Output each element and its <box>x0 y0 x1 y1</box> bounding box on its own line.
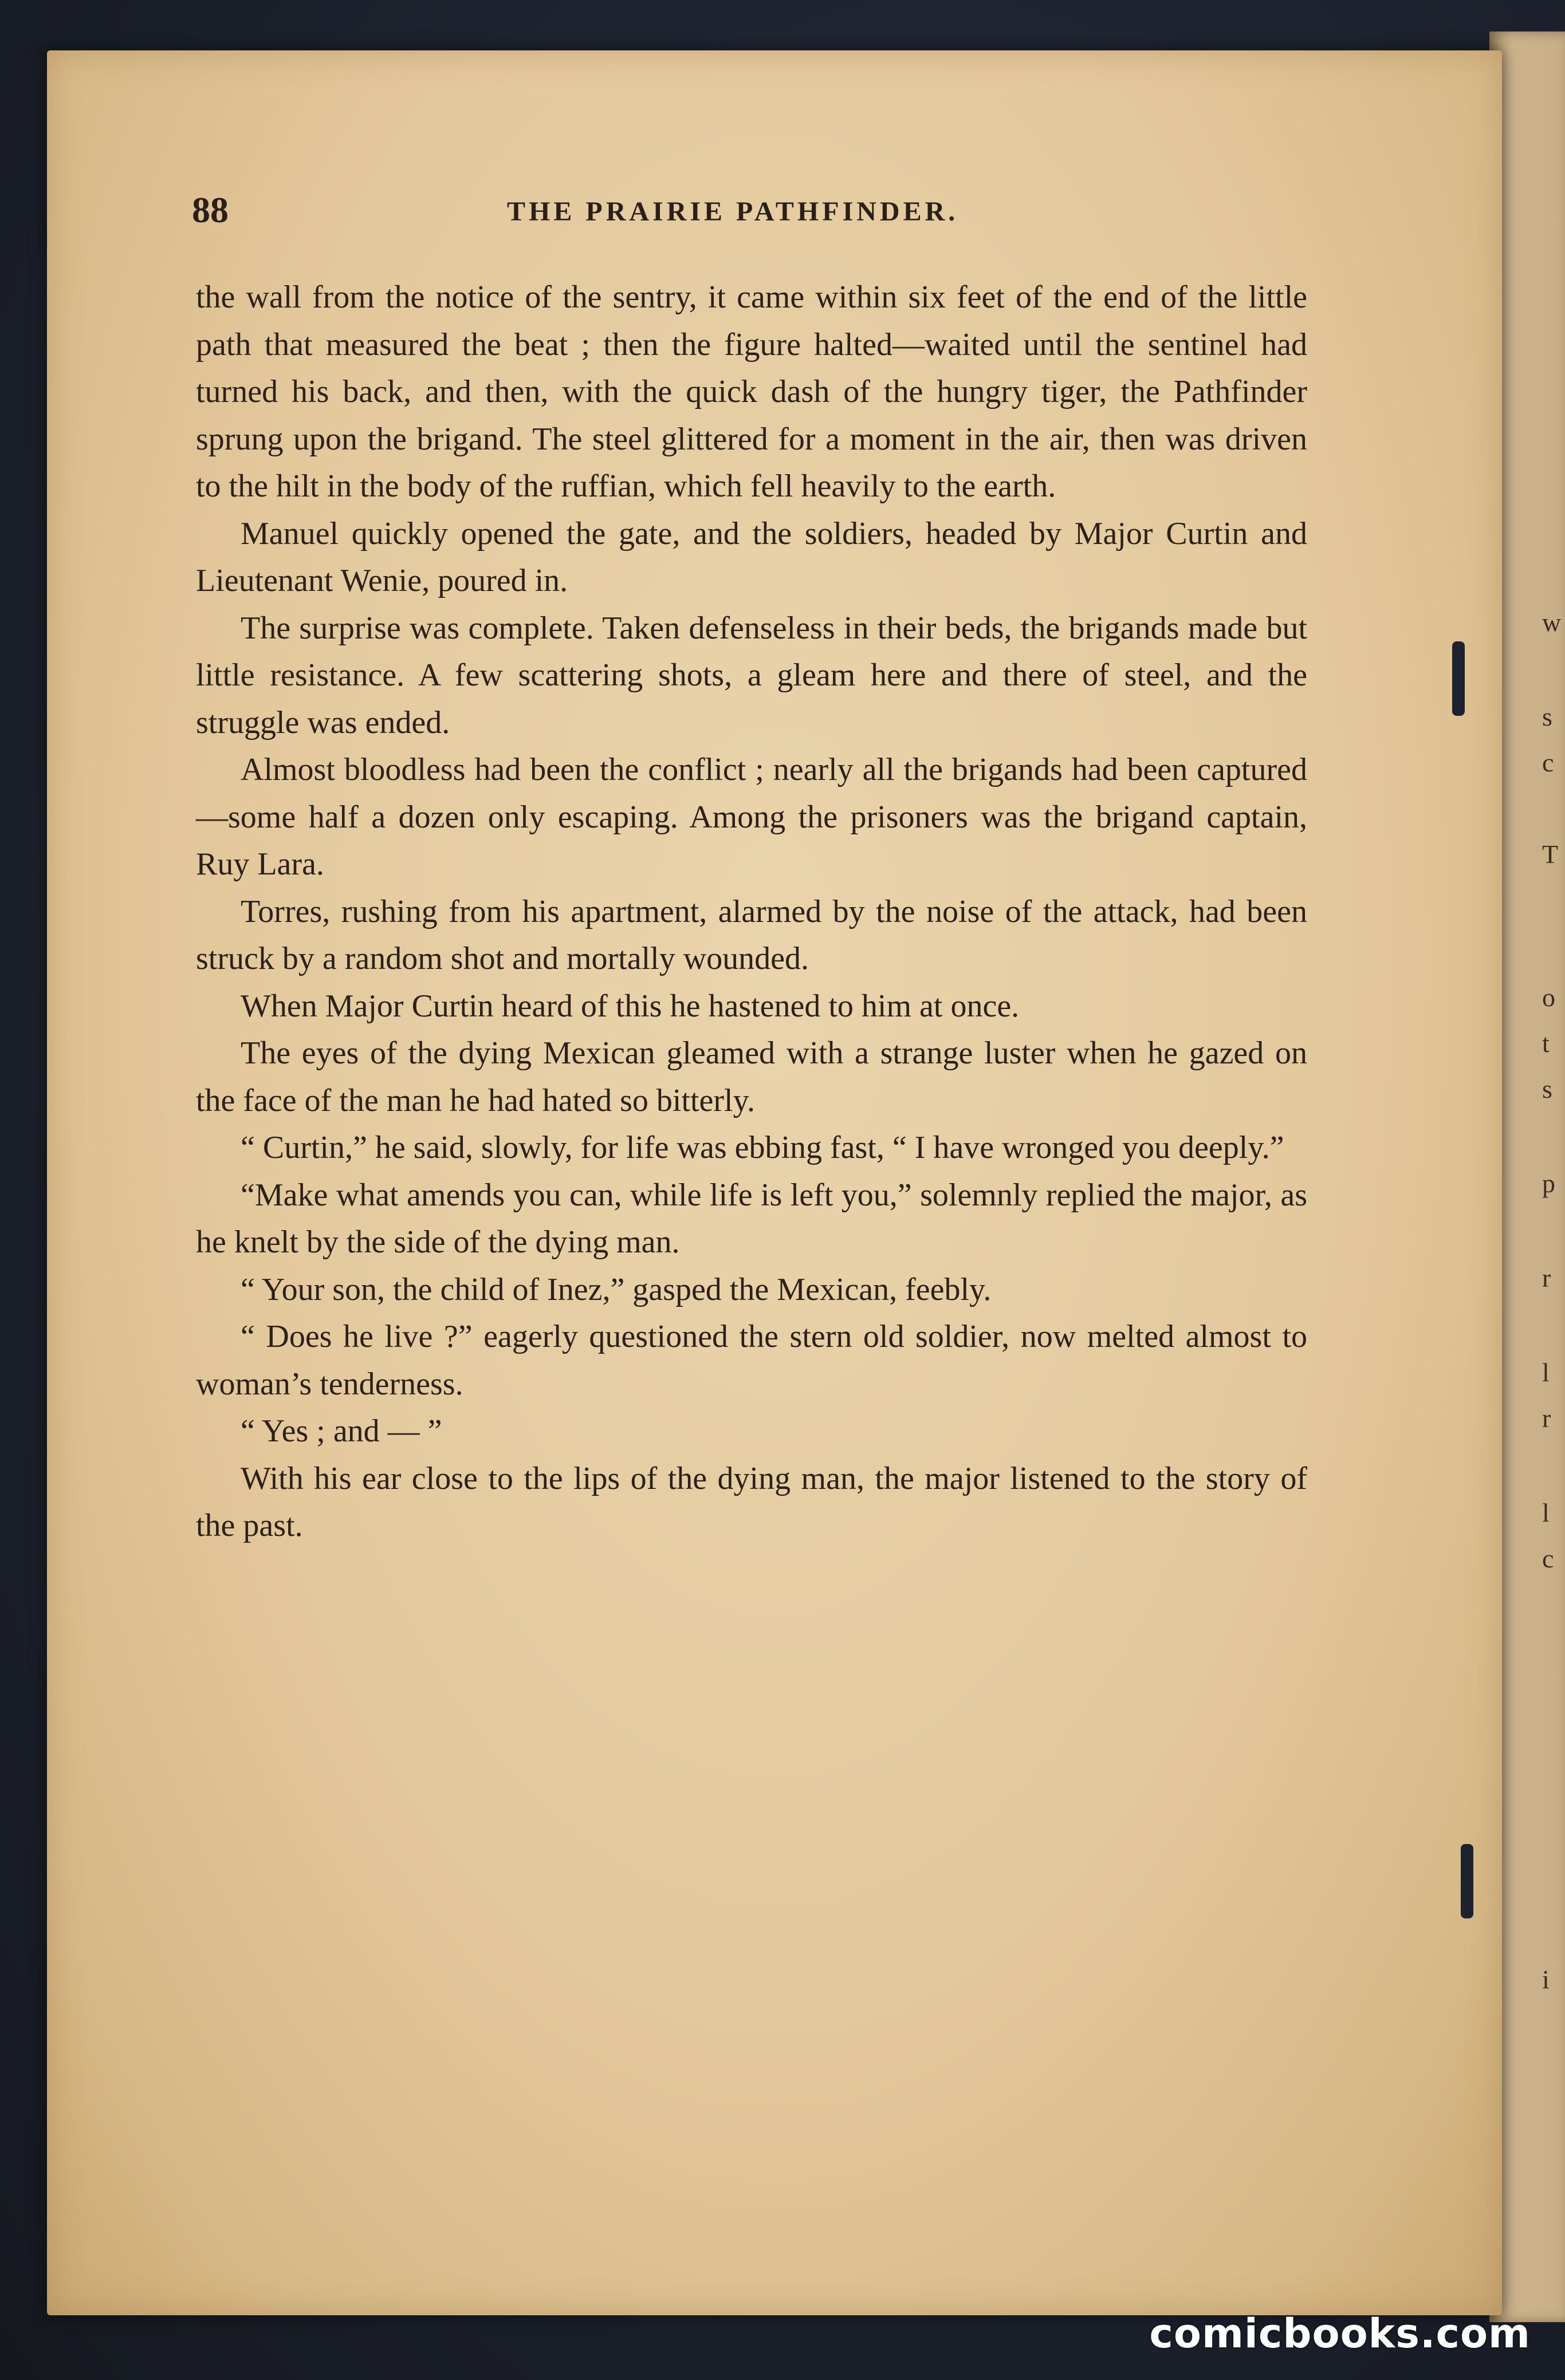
facing-page-letter: s <box>1542 702 1552 731</box>
paragraph: the wall from the notice of the sentry, it came within six feet of the end of the little path that measured the beat ; then the figure halted—waited until the sentinel had turned his back, and then, with the quick dash of the hungry tiger, the Pathfinder sprung upon the brigand. The steel glittered for a moment in the air, then was driven to the hilt in the body of the ruffian, which fell heavily to the earth. <box>196 279 1307 504</box>
paragraph: Almost bloodless had been the conflict ; nearly all the brigands had been captured—some half a dozen only escaping. Among the prisoners was the brigand captain, Ruy Lara. <box>196 752 1307 882</box>
paragraph: “Make what amends you can, while life is left you,” solemnly replied the major, as he knelt by the side of the dying man. <box>196 1177 1307 1260</box>
facing-page-letter: r <box>1542 1263 1551 1293</box>
paragraph: Torres, rushing from his apartment, alarmed by the noise of the attack, had been struck by a random shot and mortally wounded. <box>196 893 1307 976</box>
paragraph: The surprise was complete. Taken defenseless in their beds, the brigands made but little resistance. A few scattering shots, a gleam here and there of steel, and the struggle was ended. <box>196 610 1307 740</box>
body-text <box>196 274 1307 1550</box>
paragraph: “ Yes ; and — ” <box>241 1413 442 1449</box>
facing-page-letter: o <box>1542 983 1555 1012</box>
paragraph: “ Curtin,” he said, slowly, for life was ebbing fast, “ I have wronged you deeply.” <box>241 1130 1284 1165</box>
running-head: THE PRAIRIE PATHFINDER. <box>507 196 959 227</box>
facing-page-letter: s <box>1542 1074 1552 1104</box>
page-header <box>192 189 1338 241</box>
facing-page-letter: T <box>1542 840 1559 869</box>
binding-thread-mark <box>1452 641 1465 716</box>
facing-page-letter: l <box>1542 1498 1550 1527</box>
facing-page-letter: i <box>1542 1965 1550 1994</box>
paragraph: With his ear close to the lips of the dying man, the major listened to the story of the past. <box>196 1460 1307 1543</box>
page-number: 88 <box>192 190 229 230</box>
facing-page-letter: t <box>1542 1029 1550 1058</box>
facing-page-letter: p <box>1542 1169 1555 1198</box>
site-watermark: comicbooks.com <box>1149 2310 1531 2357</box>
paragraph: Manuel quickly opened the gate, and the soldiers, headed by Major Curtin and Lieutenant Wenie, poured in. <box>196 515 1307 598</box>
facing-page-letter: l <box>1542 1358 1550 1387</box>
paragraph: “ Your son, the child of Inez,” gasped the Mexican, feebly. <box>241 1271 992 1307</box>
paragraph: The eyes of the dying Mexican gleamed with a strange luster when he gazed on the face of the man he had hated so bitterly. <box>196 1035 1307 1118</box>
facing-page-letter: c <box>1542 1544 1554 1573</box>
facing-page-letter: c <box>1542 748 1554 777</box>
binding-thread-mark <box>1461 1844 1473 1918</box>
paragraph: “ Does he live ?” eagerly questioned the stern old soldier, now melted almost to woman’s tenderness. <box>196 1319 1307 1402</box>
paragraph: When Major Curtin heard of this he hastened to him at once. <box>241 988 1020 1024</box>
facing-page-letter: r <box>1542 1404 1551 1433</box>
facing-page-letter: w <box>1542 608 1562 637</box>
